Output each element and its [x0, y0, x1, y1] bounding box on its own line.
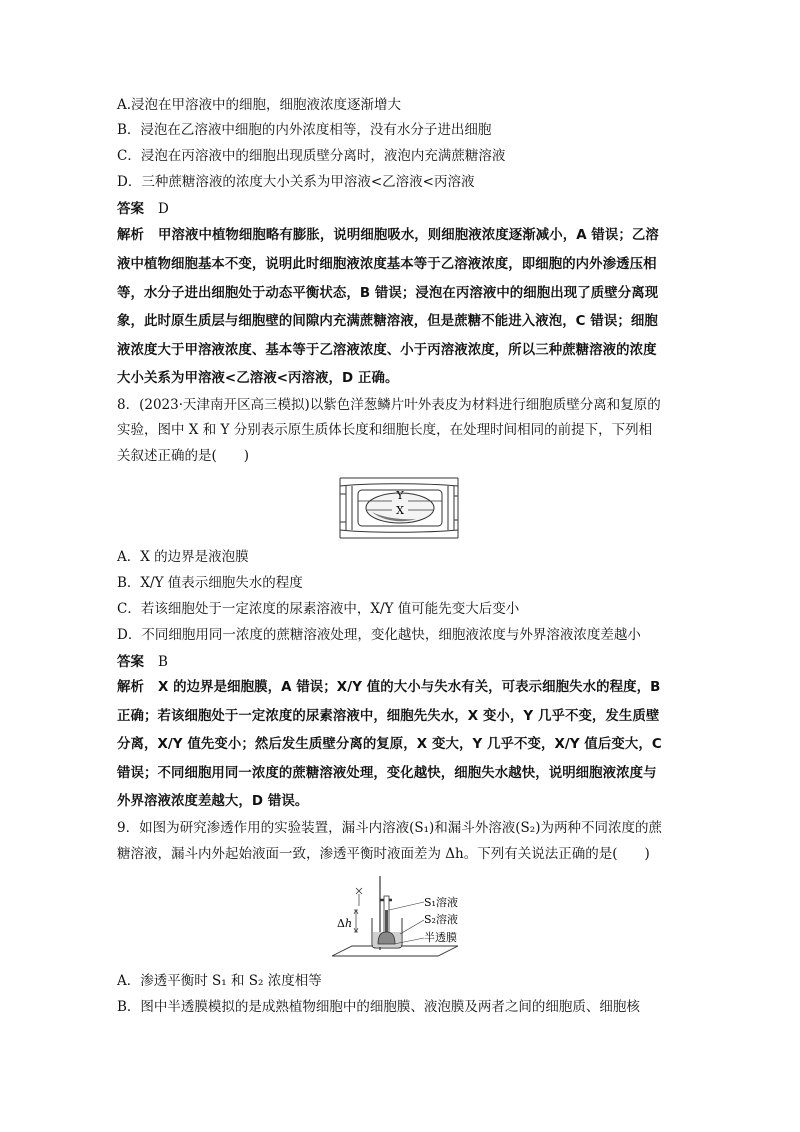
q8-analysis-line: 分离，X/Y 值先变小；然后发生质壁分离的复原，X 变大，Y 几乎不变，X/Y 值后变大，C: [117, 737, 662, 752]
q8-answer: [117, 652, 168, 672]
osmosis-apparatus-figure: [328, 866, 478, 966]
s2-label: S₂溶液: [424, 913, 458, 926]
q9-option-b: B．图中半透膜模拟的是成熟植物细胞中的细胞膜、液泡膜及两者之间的细胞质、细胞核: [117, 999, 640, 1015]
q8-analysis-line: 解析 X 的边界是细胞膜，A 错误；X/Y 值的大小与失水有关，可表示细胞失水的程度，B: [117, 680, 661, 695]
plant-cell-figure: [336, 474, 462, 542]
q7-analysis-line: 象，此时原生质层与细胞壁的间隙内充满蔗糖溶液，但是蔗糖不能进入液泡，C 错误；细胞: [117, 314, 658, 329]
q7-analysis-line: 大小关系为甲溶液<乙溶液<丙溶液，D 正确。: [117, 371, 399, 386]
analysis-label: 解析: [117, 680, 144, 695]
q8-analysis-line: 外界溶液浓度差越大，D 错误。: [117, 794, 309, 809]
q7-analysis-line: 解析 甲溶液中植物细胞略有膨胀，说明细胞吸水，则细胞液浓度逐渐减小，A 错误；乙溶: [117, 228, 659, 243]
reference-mark: [356, 888, 362, 894]
delta-symbol: Δ: [337, 917, 345, 930]
q7-answer: [117, 199, 169, 219]
q9-stem-line: 9．如图为研究渗透作用的实验装置，漏斗内溶液(S₁)和漏斗外溶液(S₂)为两种不同浓度的蔗: [117, 820, 662, 836]
q8-analysis-line: 错误；不同细胞用同一浓度的蔗糖溶液处理，变化越快，细胞失水越快，说明细胞液浓度与: [117, 766, 657, 781]
q8-stem-line: 实验，图中 X 和 Y 分别表示原生质体长度和细胞长度，在处理时间相同的前提下，下列相: [117, 422, 653, 438]
q7-option-b: B．浸泡在乙溶液中细胞的内外浓度相等，没有水分子进出细胞: [117, 122, 492, 138]
answer-value: B: [158, 654, 168, 670]
q9-stem-line: 糖溶液，漏斗内外起始液面一致，渗透平衡时液面差为 Δh。下列有关说法正确的是( ): [117, 846, 650, 862]
label-x: X: [396, 504, 404, 517]
h-symbol: h: [345, 917, 353, 930]
q7-option-c: C．浸泡在丙溶液中的细胞出现质壁分离时，液泡内充满蔗糖溶液: [117, 148, 506, 164]
q8-stem-line: 8．(2023·天津南开区高三模拟)以紫色洋葱鳞片叶外表皮为材料进行细胞质壁分离和复原的: [117, 397, 661, 413]
q8-option-b: B．X/Y 值表示细胞失水的程度: [117, 575, 303, 591]
answer-label: 答案: [117, 654, 144, 670]
funnel-bulb: [378, 932, 395, 944]
analysis-label: 解析: [117, 228, 144, 243]
answer-value: D: [158, 201, 169, 217]
s1-label: S₁溶液: [424, 896, 458, 909]
q8-option-d: D．不同细胞用同一浓度的蔗糖溶液处理，变化越快，细胞液浓度与外界溶液浓度差越小: [117, 627, 641, 643]
q8-analysis-line: 正确；若该细胞处于一定浓度的尿素溶液中，细胞先失水，X 变小，Y 几乎不变，发生质壁: [117, 709, 660, 724]
q7-analysis-line: 等，水分子进出细胞处于动态平衡状态，B 错误；浸泡在丙溶液中的细胞出现了质壁分离现: [117, 286, 659, 301]
q8-option-c: C．若该细胞处于一定浓度的尿素溶液中，X/Y 值可能先变大后变小: [117, 601, 520, 617]
q7-analysis-line: 液中植物细胞基本不变，说明此时细胞液浓度基本等于乙溶液浓度，即细胞的内外渗透压相: [117, 257, 657, 272]
label-y: Y: [396, 489, 404, 502]
q7-analysis-line: 液浓度大于甲溶液浓度、基本等于乙溶液浓度、小于丙溶液浓度，所以三种蔗糖溶液的浓度: [117, 343, 657, 358]
answer-label: 答案: [117, 201, 144, 217]
q8-option-a: A．X 的边界是液泡膜: [117, 549, 249, 565]
q9-option-a: A．渗透平衡时 S₁ 和 S₂ 浓度相等: [117, 973, 322, 989]
q8-stem-line: 关叙述正确的是( ): [117, 448, 250, 464]
q7-option-d: D．三种蔗糖溶液的浓度大小关系为甲溶液<乙溶液<丙溶液: [117, 174, 475, 190]
membrane-label: 半透膜: [424, 931, 457, 944]
q7-option-a: A.浸泡在甲溶液中的细胞，细胞液浓度逐渐增大: [117, 97, 402, 113]
